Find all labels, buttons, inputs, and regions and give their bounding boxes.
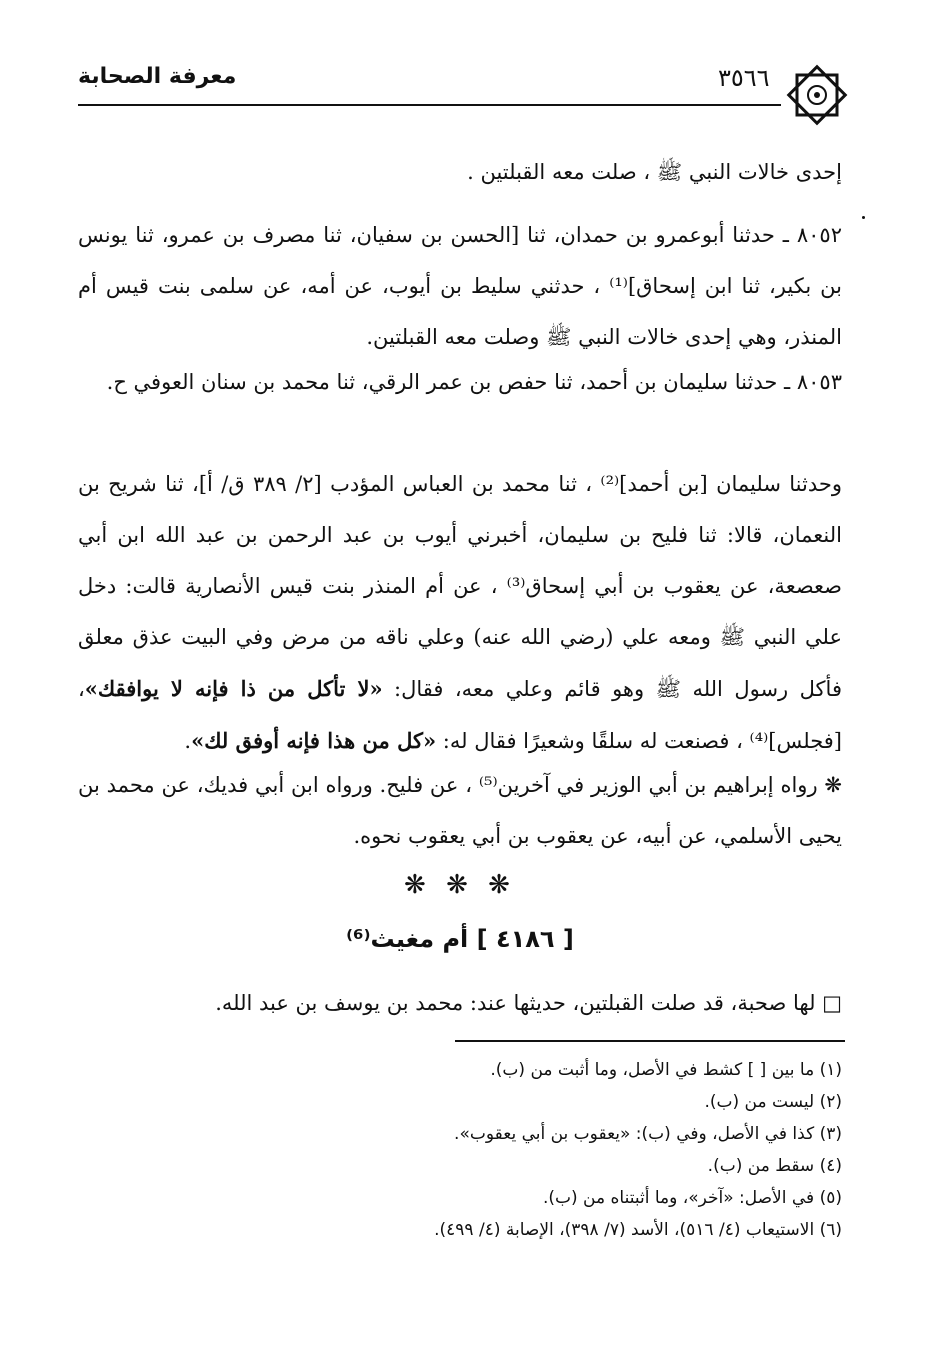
paragraph-continuation: إحدى خالات النبي ﷺ ، صلت معه القبلتين . — [467, 160, 842, 184]
footnote: (٤) سقط من (ب). — [707, 1156, 842, 1176]
sentence-end: . — [184, 729, 192, 753]
narration-text-2: ، [فجلس]⁽⁴⁾ ، فصنعت له سلقًا وشعيرًا فقال له: — [78, 677, 842, 753]
footnote-divider — [455, 1040, 845, 1042]
eight-point-star-ornament-icon — [786, 64, 848, 126]
footnote: (٢) ليست من (ب). — [704, 1092, 842, 1112]
hadith-8053: ٨٠٥٣ ـ حدثنا سليمان بن أحمد، ثنا حفص بن عمر الرقي، ثنا محمد بن سنان العوفي ح. — [106, 370, 842, 394]
entry-text: □ لها صحبة، قد صلت القبلتين، حديثها عند: محمد بن يوسف بن عبد الله. — [215, 991, 842, 1015]
footnote: (٦) الاستيعاب (٤/ ٥١٦)، الأسد (٧/ ٣٩٨)، الإصابة (٤/ ٤٩٩). — [434, 1220, 842, 1240]
header-divider — [78, 104, 781, 106]
footnotes-list — [78, 1054, 842, 1246]
narration-text: وحدثنا سليمان [بن أحمد]⁽²⁾ ، ثنا محمد بن العباس المؤدب [٢/ ٣٨٩ ق/ أ]، ثنا شريح بن النعمان، قالا: ثنا فليح بن سليمان، أخبرني أيوب بن عبد الرحمن بن عبد الله ابن أبي صعصعة، عن يعقوب بن أبي إسحاق⁽³⁾ ، عن أم المنذر بنت قيس الأنصارية قالت: دخل علي النبي ﷺ ومعه علي (رضي الله عنه) وعلي ناقه من مرض وفي البيت عذق معلق فأكل رسول الله ﷺ وهو قائم وعلي معه، فقال: — [78, 472, 843, 701]
running-header-title: معرفة الصحابة — [78, 64, 237, 89]
margin-dot — [862, 216, 865, 219]
section-separator: ❋ ❋ ❋ — [404, 870, 516, 900]
prophet-quote-1: «لا تأكل من ذا فإنه لا يوافقك» — [84, 676, 383, 701]
hadith-8052: ٨٠٥٢ ـ حدثنا أبوعمرو بن حمدان، ثنا [الحسن بن سفيان، ثنا مصرف بن عمرو، ثنا يونس بن بكير، ثنا ابن إسحاق]⁽¹⁾ ، حدثني سليط بن أيوب، عن أمه، عن سلمى بنت قيس أم المنذر، وهي إحدى خالات النبي ﷺ وصلت معه القبلتين. — [78, 223, 842, 349]
prophet-quote-2: «كل من هذا فإنه أوفق لك» — [191, 728, 437, 753]
entry-heading: [ ٤١٨٦ ] أم مغيث⁽⁶⁾ — [346, 925, 574, 953]
footnote: (١) ما بين [ ] كشط في الأصل، وما أثبت من (ب). — [490, 1060, 842, 1080]
hadith-8053-second-chain — [78, 459, 842, 767]
takhrij-note: ❋ رواه إبراهيم بن أبي الوزير في آخرين⁽⁵⁾ ، عن فليح. ورواه ابن أبي فديك، عن محمد بن يحيى الأسلمي، عن أبيه، عن يعقوب بن أبي يعقوب نحوه. — [78, 773, 842, 848]
page-number: ٣٥٦٦ — [718, 64, 770, 92]
footnote: (٥) في الأصل: «آخر»، وما أثبتناه من (ب). — [542, 1188, 842, 1208]
footnote: (٣) كذا في الأصل، وفي (ب): «يعقوب بن أبي يعقوب». — [454, 1124, 842, 1144]
